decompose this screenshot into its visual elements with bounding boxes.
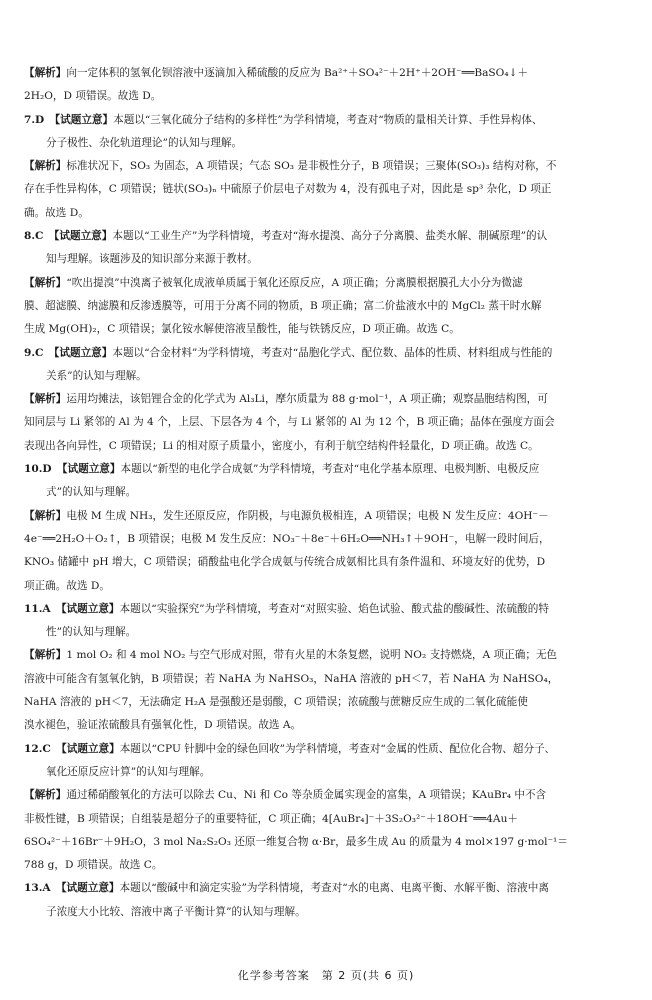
page-footer: 化学参考答案 第 2 页(共 6 页): [237, 969, 415, 982]
line-text: 膜、超滤膜、纳滤膜和反渗透膜等，可用于分离不同的物质，B 项正确；富二价盐液水中的 MgCl₂ 蒸干时水解: [24, 299, 542, 312]
text-line: [24, 202, 620, 225]
text-line: [24, 388, 620, 411]
line-text: 溶液中可能含有氢氧化钠，B 项错误；若 NaHA 为 NaHSO₃，NaHA 溶液的 pH＜7，若 NaHA 为 NaHSO₄，: [24, 672, 559, 685]
text-line: [24, 318, 620, 341]
line-text: 知同层与 Li 紧邻的 Al 为 4 个，上层、下层各为 4 个，与 Li 紧邻的 Al 为 12 个，B 项正确；晶体在强度方面会: [24, 416, 555, 429]
text-line: [24, 714, 620, 737]
text-line: [24, 365, 620, 388]
text-line: [24, 668, 620, 691]
line-text: 1 mol O₂ 和 4 mol NO₂ 与空气形成对照，带有火星的木条复燃，说明 NO₂ 支持燃烧，A 项正确；无色: [66, 649, 558, 662]
section-label: 【解析】: [24, 649, 67, 662]
answer-content: [24, 62, 620, 924]
line-text: 运用均摊法，该铝锂合金的化学式为 Al₃Li，摩尔质量为 88 g·mol⁻¹，A 项正确；观察晶胞结构图，可: [66, 393, 548, 406]
text-line: [24, 458, 620, 481]
section-label: 【解析】: [24, 393, 67, 406]
line-text: 本题以“三氧化硫分子结构的多样性”为学科情境，考查对“物质的量相关计算、手性异构体、: [113, 113, 543, 126]
line-text: 6SO₄²⁻＋16Br⁻＋9H₂O，3 mol Na₂S₂O₃ 还原一维复合物 α·Br，最多生成 Au 的质量为 4 mol×197 g·mol⁻¹＝: [24, 835, 568, 848]
text-line: [24, 738, 620, 761]
text-line: [24, 342, 620, 365]
line-text: 本题以“CPU 针脚中金的绿色回收”为学科情境，考查对“金属的性质、配位化合物、超分子、: [119, 742, 556, 755]
text-line: [24, 178, 620, 201]
line-text: 溴水褪色，验证浓硫酸具有强氧化性，D 项错误。故选 A。: [24, 719, 302, 732]
section-label: 9.C 【试题立意】: [24, 346, 113, 359]
text-line: [24, 248, 620, 271]
section-label: 【解析】: [24, 276, 67, 289]
line-text: 本题以“酸碱中和滴定实验”为学科情境，考查对“水的电离、电离平衡、水解平衡、溶液中离: [119, 882, 549, 895]
line-text: 向一定体积的氢氧化钡溶液中逐滴加入稀硫酸的反应为 Ba²⁺＋SO₄²⁻＋2H⁺＋2OH⁻══BaSO₄↓＋: [66, 67, 529, 79]
section-label: 【解析】: [24, 160, 67, 173]
section-label: 【解析】: [24, 789, 67, 802]
line-text: 标准状况下，SO₃ 为固态，A 项错误；气态 SO₃ 是非极性分子，B 项错误；三聚体(SO₃)₃ 结构对称，不: [66, 160, 557, 173]
text-line: [24, 575, 620, 598]
line-text: 性”的认知与理解。: [46, 626, 137, 639]
text-line: [24, 761, 620, 784]
text-line: [24, 691, 620, 714]
text-line: [24, 551, 620, 574]
text-line: [24, 225, 620, 248]
section-label: 8.C 【试题立意】: [24, 230, 113, 243]
text-line: [24, 621, 620, 644]
text-line: [24, 85, 620, 108]
text-line: [24, 109, 620, 132]
section-label: 11.A 【试题立意】: [24, 602, 120, 615]
line-text: NaHA 溶液的 pH＜7，无法确定 H₂A 是强酸还是弱酸，C 项错误；浓硫酸与蔗糖反应生成的二氧化硫能使: [24, 696, 528, 709]
line-text: 本题以“新型的电化学合成氨”为学科情境，考查对“电化学基本原理、电极判断、电极反应: [120, 463, 540, 476]
text-line: [24, 901, 620, 924]
section-label: 7.D 【试题立意】: [24, 113, 114, 126]
section-label: 10.D 【试题立意】: [24, 463, 121, 476]
line-text: 2H₂O，D 项错误。故选 D。: [24, 90, 162, 103]
text-line: [24, 295, 620, 318]
line-text: 4e⁻══2H₂O＋O₂↑，B 项错误；电极 M 发生反应：NO₃⁻＋8e⁻＋6H₂O══NH₃↑＋9OH⁻，电解一段时间后，: [24, 532, 550, 545]
line-text: 存在手性异构体，C 项错误；链状(SO₃)ₙ 中硫原子价层电子对数为 4，没有孤电子对，因此是 sp³ 杂化，D 项正: [24, 183, 552, 196]
line-text: 生成 Mg(OH)₂，C 项错误；氯化铵水解使溶液呈酸性，能与铁锈反应，D 项正确。故选 C。: [24, 323, 460, 336]
text-line: [24, 831, 620, 854]
text-line: [24, 505, 620, 528]
line-text: 表现出各向异性，C 项错误；Li 的相对原子质量小，密度小，有利于航空结构件轻量化，D 项正确。故选 C。: [24, 439, 539, 452]
line-text: 氧化还原反应计算”的认知与理解。: [46, 765, 211, 778]
text-line: [24, 435, 620, 458]
text-line: [24, 155, 620, 178]
text-line: [24, 411, 620, 434]
section-label: 【解析】: [24, 509, 67, 522]
text-line: [24, 481, 620, 504]
text-line: [24, 877, 620, 900]
text-line: [24, 528, 620, 551]
line-text: 项正确。故选 D。: [24, 579, 111, 592]
text-line: [24, 784, 620, 807]
line-text: 分子极性、杂化轨道理论”的认知与理解。: [46, 136, 243, 149]
line-text: 非极性键，B 项错误；自组装是超分子的重要特征，C 项正确；4[AuBr₄]⁻＋3S₂O₃²⁻＋18OH⁻══4Au＋: [24, 812, 518, 825]
text-line: [24, 808, 620, 831]
line-text: 本题以“实验探究”为学科情境，考查对“对照实验、焰色试验、酸式盐的酸碱性、浓硫酸的特: [119, 602, 549, 615]
text-line: [24, 598, 620, 621]
line-text: 788 g，D 项错误。故选 C。: [24, 859, 163, 872]
line-text: 式”的认知与理解。: [46, 486, 137, 499]
section-label: 【解析】: [24, 67, 67, 79]
line-text: 本题以“工业生产”为学科情境，考查对“海水提溴、高分子分离膜、盐类水解、制碱原理”的认: [112, 230, 548, 243]
line-text: 本题以“合金材料”为学科情境，考查对“晶胞化学式、配位数、晶体的性质、材料组成与性能的: [112, 346, 553, 359]
section-label: 13.A 【试题立意】: [24, 882, 120, 895]
text-line: [24, 644, 620, 667]
text-line: [24, 132, 620, 155]
text-line: [24, 62, 620, 85]
line-text: 通过稀硝酸氧化的方法可以除去 Cu、Ni 和 Co 等杂质金属实现金的富集，A 项错误；KAuBr₄ 中不含: [66, 789, 547, 802]
line-text: 知与理解。该题涉及的知识部分来源于教材。: [46, 253, 258, 266]
line-text: 关系”的认知与理解。: [46, 369, 147, 382]
line-text: 子浓度大小比较、溶液中离子平衡计算”的认知与理解。: [46, 905, 306, 918]
line-text: “吹出提溴”中溴离子被氧化成液单质属于氧化还原反应，A 项正确；分离膜根据膜孔大小分为微滤: [66, 276, 523, 289]
line-text: KNO₃ 储罐中 pH 增大，C 项错误；硝酸盐电化学合成氨与传统合成氨相比具有条件温和、环境友好的优势，D: [24, 556, 546, 569]
text-line: [24, 272, 620, 295]
section-label: 12.C 【试题立意】: [24, 742, 120, 755]
line-text: 电极 M 生成 NH₃，发生还原反应，作阴极，与电源负极相连，A 项错误；电极 N 发生反应：4OH⁻－: [66, 509, 549, 522]
text-line: [24, 854, 620, 877]
line-text: 确。故选 D。: [24, 206, 89, 219]
